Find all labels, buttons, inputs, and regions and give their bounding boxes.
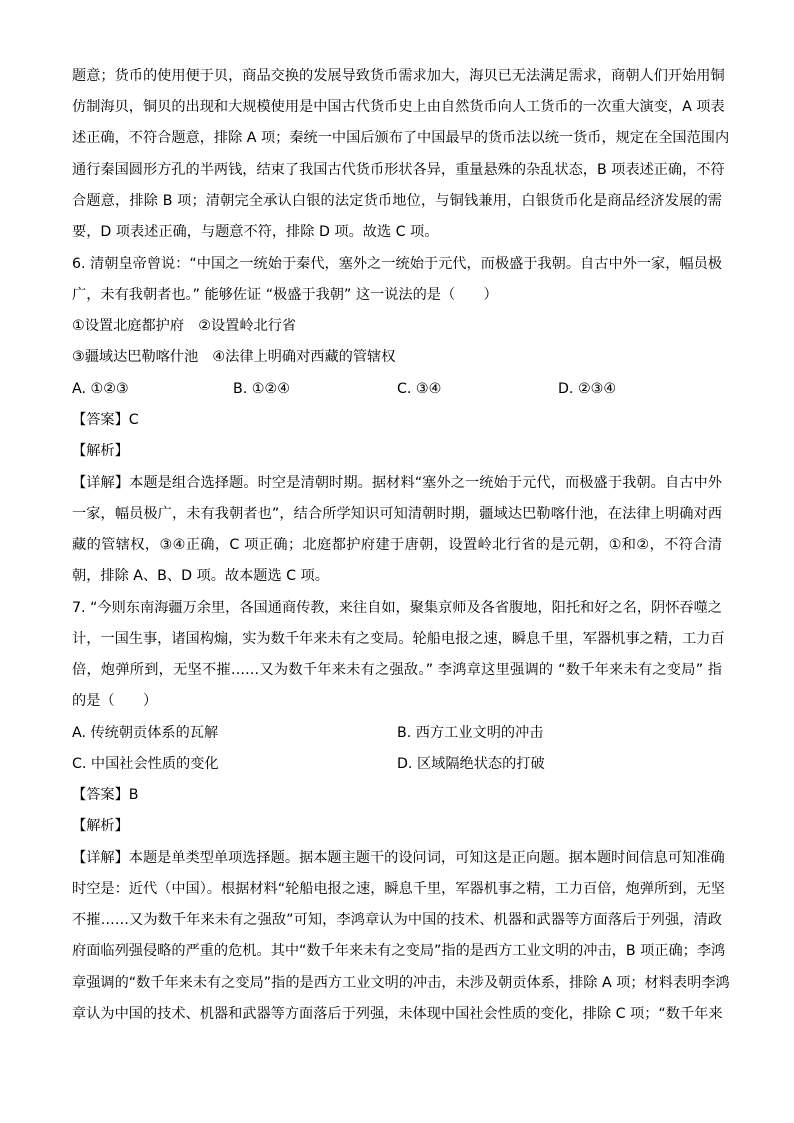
- option-a: A. 传统朝贡体系的瓦解: [72, 725, 219, 741]
- analysis-line: 要，D 项表述正确，与题意不符，排除 D 项。故选 C 项。: [72, 224, 439, 240]
- analysis-line: 合题意，排除 B 项；清朝完全承认白银的法定货币地位，与铜钱兼用，白银货币化是商品经济发展的需: [72, 193, 722, 209]
- detail-line: 一家，幅员极广，未有我朝者也”，结合所学知识可知清朝时期，疆域达巴勒喀什池，在法律上明确对西: [72, 506, 722, 522]
- detail-line: 【详解】本题是组合选择题。时空是清朝时期。据材料“塞外之一统始于元代，而极盛于我朝。自古中外: [72, 475, 722, 491]
- answer-label: 【答案】C: [72, 412, 139, 428]
- question-6-item: ③疆域达巴勒喀什池 ④法律上明确对西藏的管辖权: [72, 349, 396, 365]
- option-b: B. ①②④: [233, 381, 290, 397]
- question-7-stem: 计，一国生事，诸国构煽，实为数千年来未有之变局。轮船电报之速，瞬息千里，军器机事之精，工力百: [72, 631, 725, 647]
- analysis-line: 仿制海贝，铜贝的出现和大规模使用是中国古代货币史上由自然货币向人工货币的一次重大演变，A 项表: [72, 99, 725, 115]
- analysis-line: 题意；货币的使用便于贝，商品交换的发展导致货币需求加大，海贝已无法满足需求，商朝人们开始用铜: [72, 68, 725, 84]
- analysis-label: 【解析】: [72, 443, 129, 459]
- analysis-label: 【解析】: [72, 818, 129, 834]
- detail-line: 章强调的“数千年来未有之变局”指的是西方工业文明的冲击，未涉及朝贡体系，排除 A 项；材料表明李鸿: [72, 975, 730, 991]
- question-7-stem: 倍，炮弹所到，无坚不摧……又为数千年来未有之强敌。” 李鸿章这里强调的 “数千年来未有之变局” 指: [72, 662, 722, 678]
- answer-label: 【答案】B: [72, 787, 139, 803]
- analysis-line: 述正确，不符合题意，排除 A 项；秦统一中国后颁布了中国最早的货币法以统一货币，规定在全国范围内: [72, 130, 730, 146]
- question-6-stem: 6. 清朝皇帝曾说：“中国之一统始于秦代，塞外之一统始于元代，而极盛于我朝。自古中外一家，幅员极: [72, 256, 722, 272]
- option-d: D. 区域隔绝状态的打破: [397, 756, 545, 772]
- question-6-stem: 广，未有我朝者也。” 能够佐证 “极盛于我朝” 这一说法的是（ ）: [72, 287, 498, 303]
- question-7-stem: 的是（ ）: [72, 693, 158, 709]
- option-d: D. ②③④: [558, 381, 617, 397]
- option-b: B. 西方工业文明的冲击: [397, 725, 544, 741]
- option-c: C. ③④: [397, 381, 442, 397]
- option-a: A. ①②③: [72, 381, 129, 397]
- analysis-line: 通行秦国圆形方孔的半两钱，结束了我国古代货币形状各异，重量悬殊的杂乱状态，B 项表述正确，不符: [72, 162, 725, 178]
- question-6-item: ①设置北庭都护府 ②设置岭北行省: [72, 318, 297, 334]
- detail-line: 藏的管辖权，③④正确，C 项正确；北庭都护府建于唐朝，设置岭北行省的是元朝，①和②，不符合清: [72, 537, 722, 553]
- detail-line: 【详解】本题是单类型单项选择题。据本题主题干的设问词，可知这是正向题。据本题时间信息可知准确: [72, 850, 725, 866]
- detail-line: 朝，排除 A、B、D 项。故本题选 C 项。: [72, 568, 329, 584]
- question-7-stem: 7. “今则东南海疆万余里，各国通商传教，来往自如，聚集京师及各省腹地，阳托和好之名，阴怀吞噬之: [72, 600, 722, 616]
- detail-line: 不摧……又为数千年来未有之强敌”可知，李鸿章认为中国的技术、机器和武器等方面落后于列强，清政: [72, 912, 722, 928]
- option-c: C. 中国社会性质的变化: [72, 756, 219, 772]
- detail-line: 章认为中国的技术、机器和武器等方面落后于列强，未体现中国社会性质的变化，排除 C 项；“数千年来: [72, 1006, 723, 1022]
- detail-line: 府面临列强侵略的严重的危机。其中“数千年来未有之变局”指的是西方工业文明的冲击，B 项正确；李鸿: [72, 943, 726, 959]
- detail-line: 时空是：近代（中国）。根据材料“轮船电报之速，瞬息千里，军器机事之精，工力百倍，炮弹所到，无坚: [72, 881, 725, 897]
